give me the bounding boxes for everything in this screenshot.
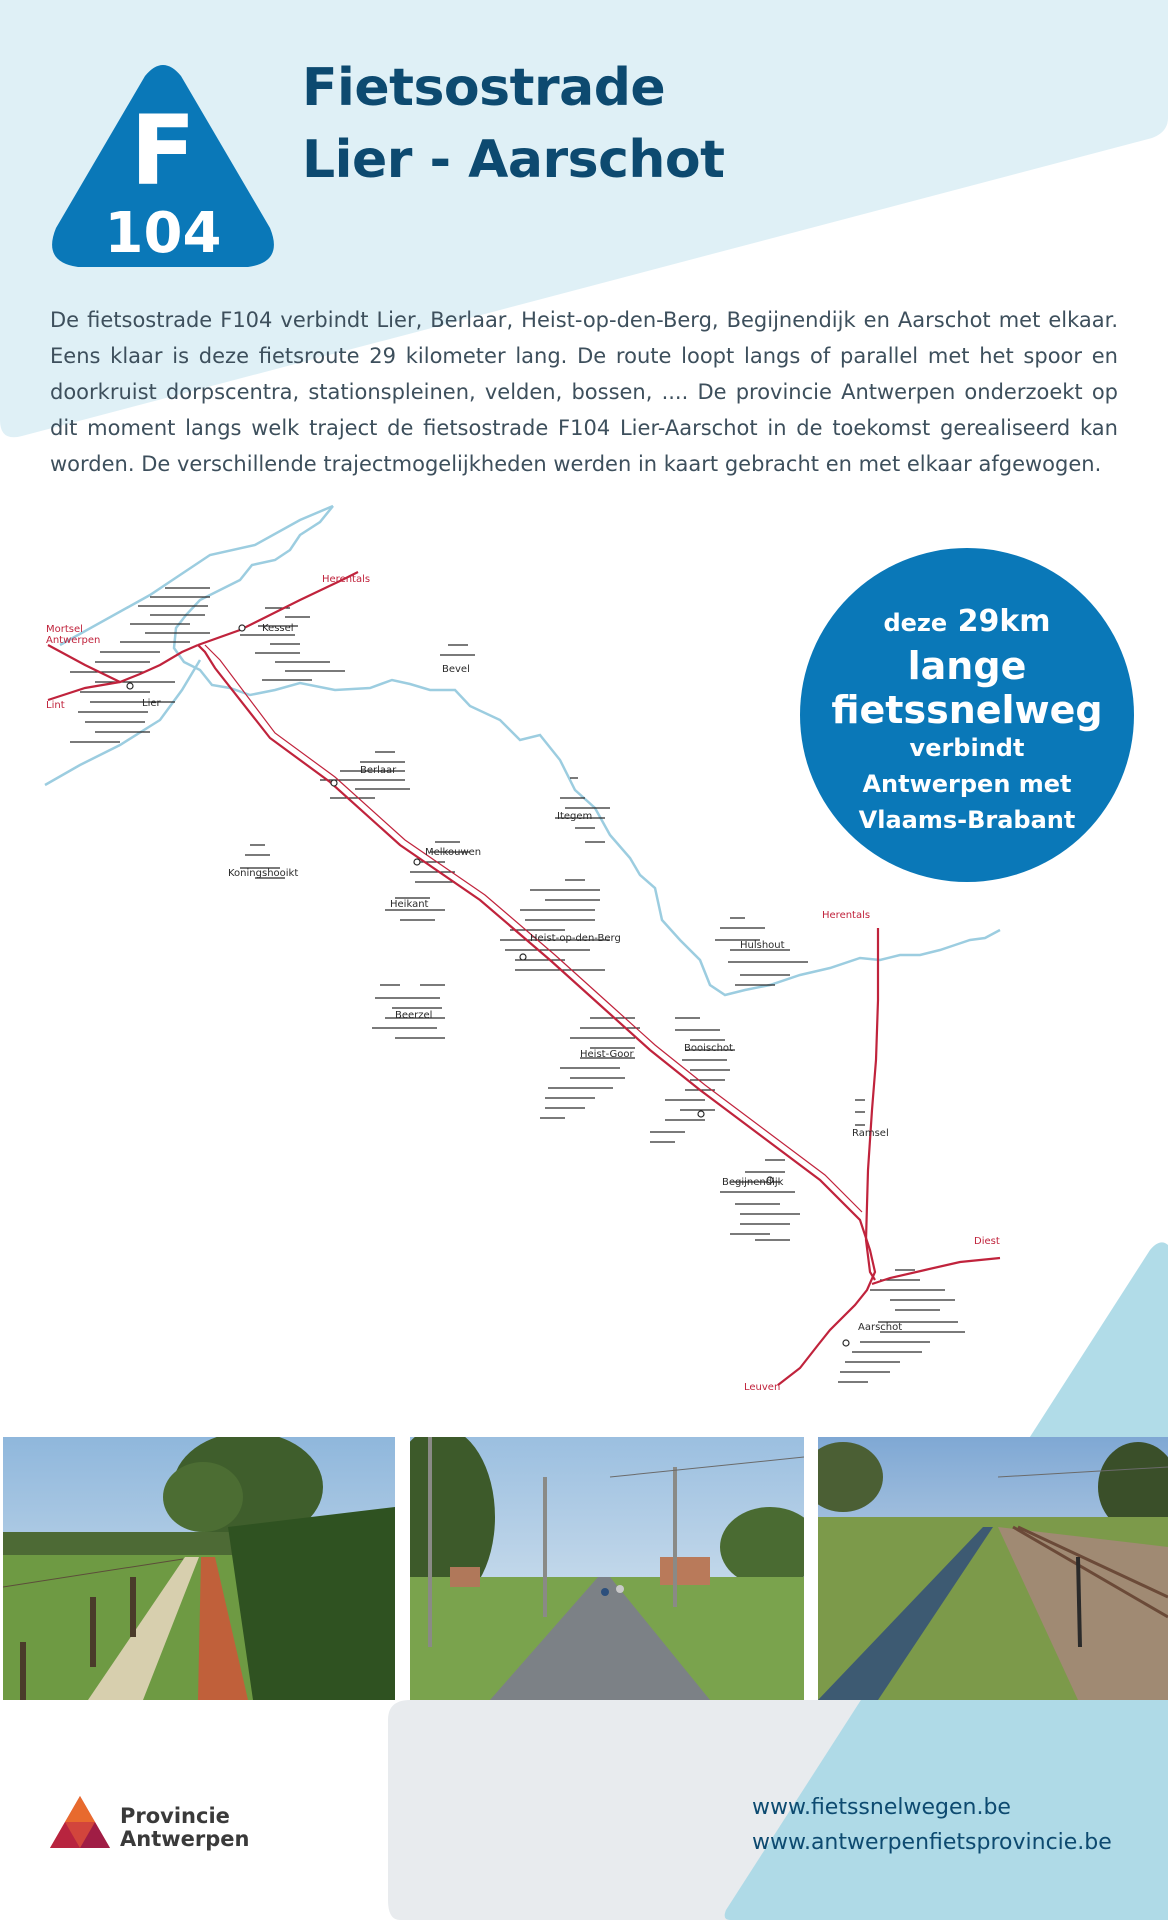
provincie-antwerpen-logo-icon [50,1796,110,1848]
town-heist-goor: Heist-Goor [580,1049,634,1060]
logo-letter: F [130,95,196,207]
town-koningshooikt: Koningshooikt [228,868,299,879]
rail-lier-aarschot [198,645,875,1385]
town-heikant: Heikant [390,899,429,910]
hatch-booischot [650,1018,735,1142]
label-herentals-right: Herentals [822,910,871,921]
f104-triangle-route-icon [48,62,278,276]
intro-paragraph: De fietsostrade F104 verbindt Lier, Berlaar, Heist-op-den-Berg, Begijnendijk en Aarschot met elkaar. Eens klaar is deze fietsroute 29 kilometer lang. De route loopt langs of parallel met het spoor en doorkruist dorpscentra, stationspleinen, velden, bossen, .... De provincie Antwerpen onderzoekt op dit moment langs welk traject de fietsostrade F104 Lier-Aarschot in de toekomst gerealiseerd kan worden. De verschillende trajectmogelijkheden werden in kaart gebracht en met elkaar afgewogen. [50,308,1118,476]
page-title [302,52,725,196]
station-heist [520,954,526,960]
station-berlaar [331,780,337,786]
town-booischot: Booischot [684,1043,733,1054]
provincie-line-1: Provincie [120,1804,230,1828]
logo-number: 104 [104,201,222,266]
hatch-ramsel [855,1100,865,1125]
badge-fietssnelweg: fietssnelweg [831,688,1103,732]
badge-deze: deze [883,609,948,637]
link-fietssnelwegen[interactable]: www.fietssnelwegen.be [752,1795,1011,1820]
badge-antwerpen-met: Antwerpen met [862,770,1072,798]
town-ramsel: Ramsel [852,1128,889,1139]
town-melkouwen: Melkouwen [425,847,482,858]
rail-herentals-aarschot [866,928,878,1280]
badge-subtext [800,730,1134,838]
town-beerzel: Beerzel [395,1010,433,1021]
provincie-name [120,1805,249,1851]
badge-line-1 [800,602,1134,643]
label-antwerpen: Antwerpen [46,635,101,646]
hatch-heist-goor [540,1018,640,1118]
badge-heading [800,644,1134,732]
footer-links [752,1790,1112,1860]
station-melkouwen [414,859,420,865]
badge-verbindt: verbindt [909,734,1025,762]
title-line-2: Lier - Aarschot [302,130,725,190]
badge-distance: 29km [957,604,1051,639]
ditch-beside-railway-photo [818,1437,1168,1700]
town-aarschot: Aarschot [858,1322,903,1333]
station-kessel [239,625,245,631]
town-lier: Lier [142,698,161,709]
town-itegem: Itegem [557,811,593,822]
label-mortsel: Mortsel [46,624,83,635]
town-heist: Heist-op-den-Berg [530,933,621,944]
hatch-kessel [240,608,345,680]
provincie-line-2: Antwerpen [120,1827,250,1851]
town-bevel: Bevel [442,664,470,675]
label-lint: Lint [46,700,65,711]
hatch-itegem [555,778,610,842]
hatch-bevel [440,645,475,655]
badge-lange: lange [907,644,1027,688]
grass-path-along-hedge-photo [3,1437,395,1700]
hatch-begijnendijk [720,1160,800,1240]
rail-lint-lier [48,682,120,700]
paved-cycle-path-with-cyclists-photo [410,1437,804,1700]
hatch-hulshout [715,918,808,985]
hatch-heist [500,880,610,970]
town-kessel: Kessel [262,623,294,634]
town-berlaar: Berlaar [360,765,397,776]
station-booischot [698,1111,704,1117]
station-lier [127,683,133,689]
label-leuven: Leuven [744,1382,781,1393]
badge-vlaams-brabant: Vlaams-Brabant [858,806,1076,834]
distance-badge [800,548,1134,882]
station-aarschot [843,1340,849,1346]
link-antwerpenfietsprovincie[interactable]: www.antwerpenfietsprovincie.be [752,1830,1112,1855]
town-begijnendijk: Begijnendijk [722,1177,784,1188]
label-diest: Diest [974,1236,1000,1247]
title-line-1: Fietsostrade [302,58,666,118]
town-hulshout: Hulshout [740,940,785,951]
label-herentals-top: Herentals [322,574,371,585]
